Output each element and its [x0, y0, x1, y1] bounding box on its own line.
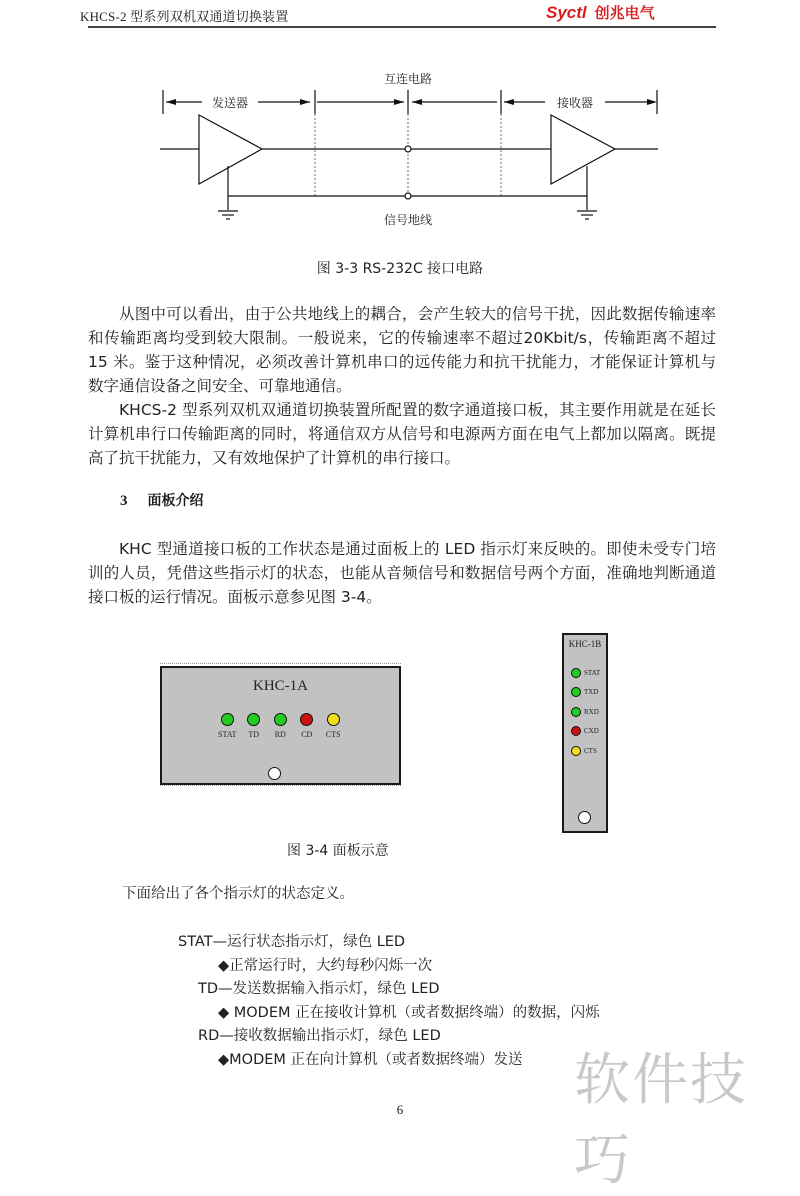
arrowhead	[166, 99, 176, 105]
panel-screw-icon	[268, 767, 281, 780]
definition-item: ◆正常运行时，大约每秒闪烁一次	[218, 957, 433, 974]
led-definitions-list	[178, 931, 600, 1072]
led-light-icon	[571, 707, 581, 717]
led-indicator	[571, 683, 600, 703]
figure-3-4-caption: 图 3-4 面板示意	[287, 843, 389, 859]
definition-item: RD—接收数据输出指示灯，绿色 LED	[198, 1028, 441, 1044]
header-divider	[88, 26, 716, 28]
led-indicator	[571, 722, 600, 742]
led-label: STAT	[218, 730, 237, 739]
document-header-title: KHCS-2 型系列双机双通道切换装置	[80, 9, 289, 24]
watermark: 软件技巧	[568, 1036, 800, 1196]
led-indicator	[294, 713, 321, 739]
definition-item: STAT—运行状态指示灯，绿色 LED	[178, 934, 406, 950]
intro-line: 下面给出了各个指示灯的状态定义。	[122, 886, 354, 902]
paragraph: 从图中可以看出，由于公共地线上的耦合，会产生较大的信号干扰，因此数据传输速率和传输距离均受到较大限制。一般说来，它的传输速率不超过20Kbit/s，传输距离不超过 15 米。鉴于这种情况，必须改善计算机串口的远传能力和抗干扰能力，才能保证计算机与数字通信设备之间安全、可靠地通信。	[88, 305, 716, 395]
arrowhead	[412, 99, 422, 105]
led-indicator	[571, 702, 600, 722]
led-label: STAT	[584, 668, 601, 677]
led-light-icon	[274, 713, 287, 726]
led-label: CD	[301, 730, 313, 739]
paragraph: KHCS-2 型系列双机双通道切换装置所配置的数字通道接口板，其主要作用就是在延长计算机串行口传输距离的同时，将通信双方从信号和电源两方面在电气上都加以隔离。既提高了抗干扰能力，又有效地保护了计算机的串行接口。	[88, 401, 716, 467]
arrowhead	[300, 99, 310, 105]
page-number: 6	[396, 1102, 404, 1117]
led-indicator	[267, 713, 294, 739]
led-label: TD	[248, 730, 260, 739]
panel-a-title: KHC-1A	[253, 678, 308, 694]
panel-b-title: KHC-1B	[568, 639, 602, 649]
arrowhead	[647, 99, 657, 105]
transmitter-amplifier-icon	[199, 115, 262, 184]
led-label: CTS	[584, 746, 597, 755]
panel-a-led-row	[214, 713, 347, 739]
led-indicator	[571, 663, 600, 683]
definition-item: ◆MODEM 正在向计算机（或者数据终端）发送	[218, 1051, 523, 1068]
company-logo	[546, 2, 655, 23]
led-indicator	[214, 713, 241, 739]
led-label: RXD	[584, 707, 599, 716]
junction-node	[405, 193, 411, 199]
led-label: CTS	[325, 730, 341, 739]
section-title: 面板介绍	[147, 493, 204, 509]
led-indicator	[571, 741, 600, 761]
paragraph: KHC 型通道接口板的工作状态是通过面板上的 LED 指示灯来反映的。即使未受专门培训的人员，凭借这些指示灯的状态，也能从音频信号和数据信号两个方面，准确地判断通道接口板的运行情况。面板示意参见图 3-4。	[88, 540, 716, 606]
led-light-icon	[571, 668, 581, 678]
led-label: RD	[274, 730, 286, 739]
junction-node	[405, 146, 411, 152]
body-text	[88, 302, 716, 470]
led-label: TXD	[584, 688, 599, 697]
ground-icon	[577, 211, 597, 219]
panel-border-dots	[160, 663, 401, 664]
section-number: 3	[120, 493, 128, 509]
label-interconnect: 互连电路	[383, 72, 433, 86]
logo-brand: Syctl	[546, 3, 587, 22]
rs232c-circuit-diagram	[140, 60, 660, 240]
label-signal-ground: 信号地线	[383, 213, 433, 227]
led-light-icon	[571, 746, 581, 756]
led-light-icon	[221, 713, 234, 726]
led-light-icon	[247, 713, 260, 726]
section-body	[88, 537, 716, 609]
panel-border-dots	[160, 785, 401, 786]
panel-screw-icon	[578, 811, 591, 824]
logo-text: 创兆电气	[594, 5, 655, 22]
led-indicator	[320, 713, 347, 739]
label-receiver: 接收器	[556, 96, 594, 110]
led-indicator	[241, 713, 268, 739]
panel-khc-1a	[160, 666, 401, 785]
led-light-icon	[300, 713, 313, 726]
definition-item: TD—发送数据输入指示灯，绿色 LED	[198, 981, 440, 997]
arrowhead	[504, 99, 514, 105]
label-transmitter: 发送器	[211, 96, 249, 110]
section-heading	[120, 490, 204, 510]
led-light-icon	[571, 687, 581, 697]
led-light-icon	[571, 726, 581, 736]
figure-3-3-caption: 图 3-3 RS-232C 接口电路	[316, 261, 484, 277]
ground-icon	[218, 211, 238, 219]
receiver-amplifier-icon	[551, 115, 615, 184]
led-label: CXD	[584, 727, 599, 736]
led-light-icon	[327, 713, 340, 726]
arrowhead	[394, 99, 404, 105]
definition-item: ◆ MODEM 正在接收计算机（或者数据终端）的数据，闪烁	[218, 1004, 600, 1021]
panel-b-led-column	[571, 663, 600, 761]
panel-khc-1b	[562, 633, 608, 833]
